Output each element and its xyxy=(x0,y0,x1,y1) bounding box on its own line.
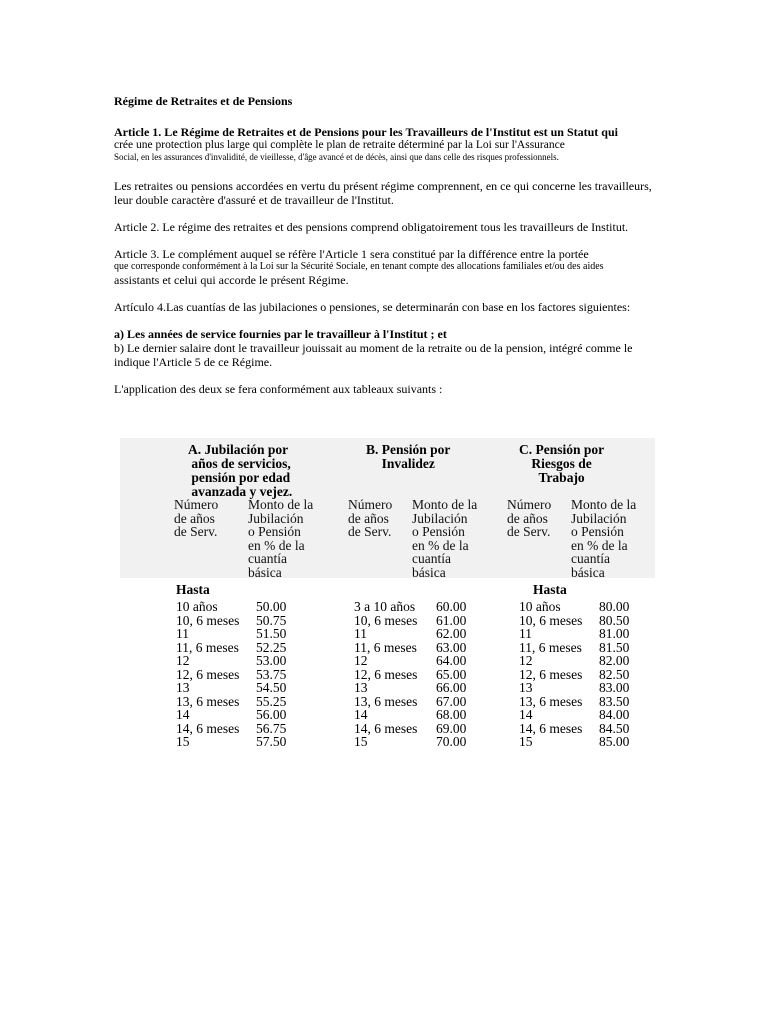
amount-cell: 83.50 xyxy=(599,693,630,709)
years-cell: 12 xyxy=(354,653,368,668)
years-cell: 10 años xyxy=(519,599,561,614)
table-row xyxy=(354,614,466,628)
amount-cell: 56.00 xyxy=(256,707,287,722)
table-row xyxy=(176,600,286,614)
years-cell: 13 xyxy=(354,680,368,695)
years-cell: 10, 6 meses xyxy=(354,612,418,628)
years-cell: 14 xyxy=(354,707,368,722)
table-row xyxy=(519,668,629,682)
amount-cell: 81.00 xyxy=(599,626,630,641)
table-row xyxy=(519,614,629,628)
years-cell: 11, 6 meses xyxy=(176,639,239,655)
amount-cell: 56.75 xyxy=(256,720,287,736)
article-2: Article 2. Le régime des retraites et des pensions comprend obligatoirement tous les travailleurs de Institut. xyxy=(114,220,629,234)
years-cell: 14, 6 meses xyxy=(354,720,418,736)
amount-cell: 61.00 xyxy=(436,612,467,628)
years-cell: 12 xyxy=(176,653,190,668)
pension-tables-image xyxy=(120,436,655,754)
table-row xyxy=(176,695,286,709)
table-row xyxy=(176,708,286,722)
amount-cell: 55.25 xyxy=(256,693,287,709)
article-1-line2: crée une protection plus large qui complète le plan de retraite déterminé par la Loi sur l'Assurance xyxy=(114,139,565,151)
table-row xyxy=(519,627,629,641)
years-cell: 13, 6 meses xyxy=(354,693,418,709)
table-row xyxy=(176,614,286,628)
years-cell: 12, 6 meses xyxy=(354,666,418,682)
factor-b: b) Le dernier salaire dont le travailleur jouissait au moment de la retraite ou de la pension, intégré comme le indique l'Article 5 de ce Régime. xyxy=(114,341,633,369)
years-cell: 14 xyxy=(519,707,533,722)
table-row xyxy=(176,641,286,655)
amount-cell: 60.00 xyxy=(436,599,467,614)
years-cell: 10, 6 meses xyxy=(176,612,240,628)
amount-cell: 84.50 xyxy=(599,720,630,736)
table-row xyxy=(519,722,629,736)
years-cell: 12, 6 meses xyxy=(176,666,240,682)
amount-cell: 53.75 xyxy=(256,666,287,682)
table-a-rows xyxy=(176,600,286,749)
table-row xyxy=(354,708,466,722)
amount-cell: 53.00 xyxy=(256,653,287,668)
amount-cell: 81.50 xyxy=(599,639,630,655)
years-cell: 11, 6 meses xyxy=(354,639,417,655)
article-1-lead: Article 1. Le Régime de Retraites et de Pensions pour les Travailleurs de l'Institut est un Statut qui xyxy=(114,125,618,139)
amount-cell: 82.00 xyxy=(599,653,630,668)
paragraph-retraites: Les retraites ou pensions accordées en vertu du présent régime comprennent, en ce qui concerne les travailleurs, leur double caractère d'assuré et de travailleur de l'Institut. xyxy=(114,179,652,207)
years-cell: 10 años xyxy=(176,599,218,614)
table-row xyxy=(354,735,466,749)
document-title: Régime de Retraites et de Pensions xyxy=(114,94,293,108)
amount-cell: 80.00 xyxy=(599,599,630,614)
table-row xyxy=(519,654,629,668)
table-row xyxy=(519,735,629,749)
table-row xyxy=(519,695,629,709)
amount-cell: 68.00 xyxy=(436,707,467,722)
table-row xyxy=(354,681,466,695)
years-cell: 15 xyxy=(176,734,190,749)
factor-a: a) Les années de service fournies par le travailleur à l'Institut ; et xyxy=(114,327,447,341)
article-4: Artículo 4.Las cuantías de las jubilaciones o pensiones, se determinarán con base en los factores siguientes: xyxy=(114,300,631,314)
table-row xyxy=(176,735,286,749)
table-row xyxy=(519,641,629,655)
table-a-col-amount: Monto de la Jubilación o Pensión en % de la cuantía básica xyxy=(248,497,314,580)
table-row xyxy=(354,654,466,668)
amount-cell: 67.00 xyxy=(436,693,467,709)
table-c-hasta: Hasta xyxy=(533,582,567,597)
table-a-title: A. Jubilación por años de servicios, pensión por edad avanzada y vejez. xyxy=(188,442,293,499)
article-3 xyxy=(114,247,659,287)
table-row xyxy=(354,668,466,682)
amount-cell: 50.00 xyxy=(256,599,287,614)
amount-cell: 51.50 xyxy=(256,626,287,641)
years-cell: 13, 6 meses xyxy=(176,693,240,709)
years-cell: 15 xyxy=(354,734,368,749)
years-cell: 14, 6 meses xyxy=(519,720,583,736)
table-row xyxy=(354,600,466,614)
table-row xyxy=(354,695,466,709)
years-cell: 13, 6 meses xyxy=(519,693,583,709)
table-row xyxy=(176,668,286,682)
amount-cell: 85.00 xyxy=(599,734,630,749)
years-cell: 10, 6 meses xyxy=(519,612,583,628)
amount-cell: 63.00 xyxy=(436,639,467,655)
application-text: L'application des deux se fera conformément aux tableaux suivants : xyxy=(114,382,443,396)
table-row xyxy=(354,627,466,641)
article-3-line2: que corresponde conformément à la Loi sur la Sécurité Sociale, en tenant compte des allocations familiales et/ou des aides xyxy=(114,261,604,272)
amount-cell: 66.00 xyxy=(436,680,467,695)
table-b-col-years: Número de años de Serv. xyxy=(348,497,393,539)
table-b-col-amount: Monto de la Jubilación o Pensión en % de la cuantía básica xyxy=(412,497,478,580)
table-row xyxy=(176,681,286,695)
table-row xyxy=(519,708,629,722)
table-row xyxy=(176,722,286,736)
table-b-title: B. Pensión por Invalidez xyxy=(366,442,451,471)
amount-cell: 50.75 xyxy=(256,612,287,628)
table-c-rows xyxy=(519,600,629,749)
years-cell: 13 xyxy=(519,680,533,695)
years-cell: 15 xyxy=(519,734,533,749)
table-row xyxy=(176,627,286,641)
years-cell: 12 xyxy=(519,653,533,668)
table-a-col-years: Número de años de Serv. xyxy=(174,497,219,539)
amount-cell: 69.00 xyxy=(436,720,467,736)
document-body xyxy=(114,94,659,409)
factors xyxy=(114,327,659,369)
article-3-line3: assistants et celui qui accorde le présent Régime. xyxy=(114,273,349,287)
table-row xyxy=(519,681,629,695)
table-c-col-years: Número de años de Serv. xyxy=(507,497,552,539)
years-cell: 12, 6 meses xyxy=(519,666,583,682)
years-cell: 13 xyxy=(176,680,190,695)
table-a-hasta: Hasta xyxy=(176,582,210,597)
amount-cell: 83.00 xyxy=(599,680,630,695)
amount-cell: 64.00 xyxy=(436,653,467,668)
years-cell: 14 xyxy=(176,707,190,722)
amount-cell: 65.00 xyxy=(436,666,467,682)
years-cell: 11, 6 meses xyxy=(519,639,582,655)
amount-cell: 70.00 xyxy=(436,734,467,749)
amount-cell: 52.25 xyxy=(256,639,287,655)
amount-cell: 57.50 xyxy=(256,734,287,749)
table-row xyxy=(519,600,629,614)
amount-cell: 84.00 xyxy=(599,707,630,722)
article-1 xyxy=(114,125,659,163)
table-row xyxy=(354,722,466,736)
table-c-col-amount: Monto de la Jubilación o Pensión en % de la cuantía básica xyxy=(571,497,637,580)
years-cell: 3 a 10 años xyxy=(354,599,416,614)
amount-cell: 80.50 xyxy=(599,612,630,628)
years-cell: 14, 6 meses xyxy=(176,720,240,736)
table-row xyxy=(354,641,466,655)
article-1-line3: Social, en les assurances d'invalidité, de vieillesse, d'âge avancé et de décès, ainsi que dans celle des risques professionnels. xyxy=(114,152,559,162)
years-cell: 11 xyxy=(519,626,532,641)
table-c-title: C. Pensión por Riesgos de Trabajo xyxy=(519,442,605,485)
amount-cell: 82.50 xyxy=(599,666,630,682)
amount-cell: 54.50 xyxy=(256,680,287,695)
amount-cell: 62.00 xyxy=(436,626,467,641)
article-3-line1: Article 3. Le complément auquel se réfère l'Article 1 sera constitué par la différence entre la portée xyxy=(114,247,589,261)
years-cell: 11 xyxy=(354,626,367,641)
table-b-rows xyxy=(354,600,466,749)
years-cell: 11 xyxy=(176,626,189,641)
table-row xyxy=(176,654,286,668)
